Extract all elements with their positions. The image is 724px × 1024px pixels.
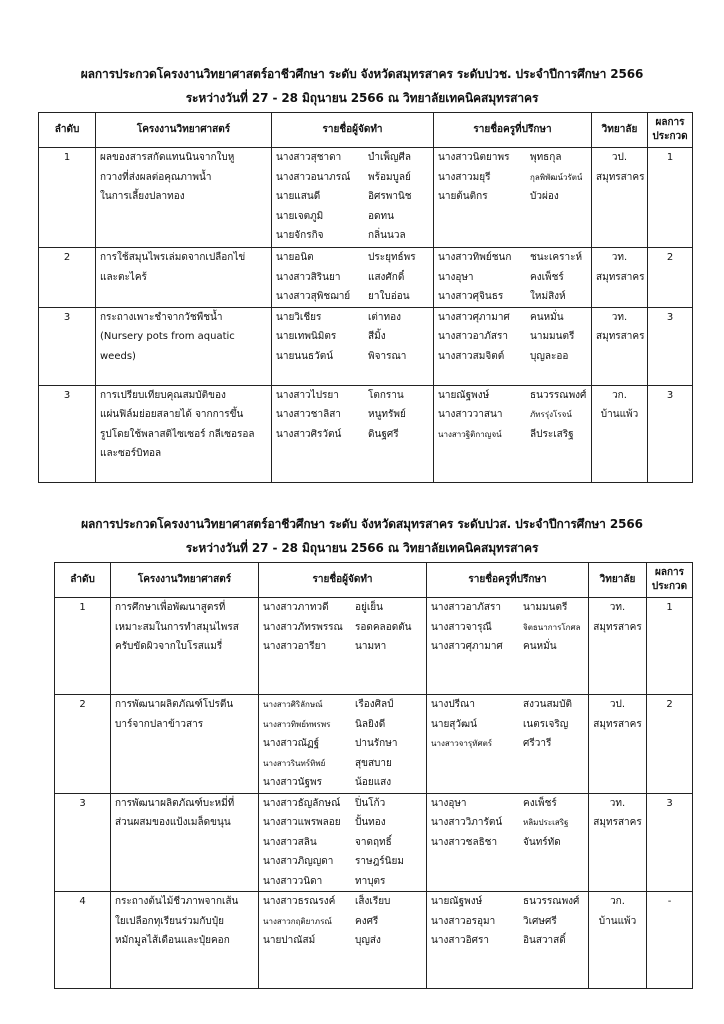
member-name [276, 347, 429, 367]
first-name: นางสาวสลิน [263, 836, 317, 848]
project-name [96, 248, 272, 308]
last-name: ดินฐศรี [368, 428, 399, 440]
last-name: ศรีวารี [523, 738, 552, 749]
first-name: นางสาวสุพิชฌาย์ [276, 291, 351, 302]
member-name [263, 931, 422, 951]
last-name: ภัทรรุ่งโรจน์ [530, 410, 572, 419]
first-name: นายแสนดี [276, 191, 321, 202]
header-college: วิทยาลัย [589, 563, 647, 598]
last-name: นามมนตรี [523, 602, 568, 613]
college-line: สมุทรสาคร [596, 331, 645, 342]
advisor-name [438, 248, 587, 268]
result-rank: 3 [647, 793, 693, 892]
first-name: นางอุษา [431, 797, 467, 809]
first-name: นายเจตภูมิ [276, 210, 324, 222]
first-name: นางสาวไปรยา [276, 389, 339, 401]
header-order: ลำดับ [39, 113, 96, 148]
college-line: วท. [609, 797, 626, 809]
advisors-list [427, 793, 589, 892]
project-line: การพัฒนาผลิตภัณฑ์โปรตีน [115, 699, 234, 710]
results-table [38, 112, 693, 483]
last-name: ปั้นทอง [355, 817, 386, 828]
result-rank: 2 [648, 248, 693, 308]
first-name: นางสาวรินทร์ทิพย์ [263, 758, 326, 768]
last-name: อดทน [368, 210, 394, 222]
advisor-name [438, 187, 587, 207]
project-line: ผลของสารสกัดแทนนินจากใบหู [100, 152, 235, 163]
last-name: ชนะเคราะห์ [530, 252, 583, 263]
first-name: นายวิเชียร [276, 311, 322, 323]
college-line: วก. [610, 896, 625, 907]
table-row [55, 598, 693, 695]
first-name: นางสาวศุภามาศ [431, 641, 503, 652]
last-name: พิจารณา [368, 350, 407, 362]
last-name: ยาใบอ่อน [368, 291, 410, 302]
last-name: กุลพิพัฒน์วรัตน์ [530, 172, 583, 182]
last-name: เรืองศิลป์ [355, 699, 394, 710]
project-line: weeds) [100, 350, 136, 362]
college-line: สมุทรสาคร [593, 718, 642, 730]
last-name: นามหา [355, 641, 387, 652]
project-line: (Nursery pots from aquatic [100, 331, 235, 342]
college-line: สมุทรสาคร [593, 621, 642, 633]
advisor-name [438, 268, 587, 288]
first-name: นางสาวอาภัสรา [431, 602, 501, 613]
project-line: หมักมูลไส้เดือนและปุ๋ยคอก [115, 935, 230, 946]
members-list [272, 385, 434, 482]
first-name: นางสาวสุชาดา [276, 152, 342, 163]
advisor-name [438, 168, 587, 188]
header-project: โครงงานวิทยาศาสตร์ [96, 113, 272, 148]
member-name [263, 794, 422, 814]
project-line: ส่วนผสมของแป้งเมล็ดขนุน [115, 817, 231, 828]
college-line: วป. [611, 152, 628, 163]
first-name: นางสาวกฤติยาภรณ์ [263, 916, 332, 926]
header-college: วิทยาลัย [592, 113, 648, 148]
first-name: นางสาวอาภัสรา [438, 331, 508, 342]
table-row [39, 385, 693, 482]
member-name [276, 207, 429, 227]
header-result-line2: ประกวด [652, 131, 688, 142]
header-project: โครงงานวิทยาศาสตร์ [111, 563, 259, 598]
first-name: นางสาวศิริลักษณ์ [263, 700, 323, 709]
first-name: นายต้นติกร [438, 191, 488, 202]
advisors-list [434, 307, 592, 385]
advisor-name [431, 794, 584, 814]
first-name: นางสาวศิรวัตน์ [276, 428, 342, 440]
college-line: บ้านแพ้ว [598, 915, 637, 927]
last-name: คนหมั่น [523, 641, 557, 652]
project-line: แผ่นฟิล์มย่อยสลายได้ จากการขึ้น [100, 409, 244, 420]
project-name [111, 892, 259, 989]
members-list [272, 148, 434, 248]
project-line: กระถางต้นไม้ชีวภาพจากเส้น [115, 896, 239, 907]
first-name: นางสาวทิพย์ทพรพร [263, 719, 331, 729]
advisor-name [431, 618, 584, 638]
advisor-name [431, 695, 584, 715]
first-name: นางสาวอรอุมา [431, 915, 496, 927]
members-list [259, 598, 427, 695]
member-name [263, 618, 422, 638]
first-name: นายณัฐพงษ์ [431, 896, 483, 907]
first-name: นางสาวสิรินยา [276, 271, 341, 283]
advisor-name [438, 386, 587, 406]
first-name: นางสาวศุภามาศ [438, 311, 510, 323]
first-name: นางสาวศุจินธร [438, 291, 504, 302]
college-name [592, 385, 648, 482]
first-name: นางปรีณา [431, 699, 475, 710]
college-line: สมุทรสาคร [596, 171, 645, 183]
member-name [276, 386, 429, 406]
project-line: ครับขัดผิวจากใบโรสแมรี่ [115, 641, 223, 652]
project-name [96, 307, 272, 385]
last-name: เนตรเจริญ [523, 718, 569, 730]
advisor-name [438, 425, 587, 445]
members-list [259, 892, 427, 989]
first-name: นางสาวนัฐพร [263, 777, 322, 788]
table-row [39, 248, 693, 308]
last-name: พร้อมบูลย์ [368, 171, 411, 183]
project-name [96, 148, 272, 248]
member-name [263, 912, 422, 932]
last-name: คงเพ็ชร์ [523, 797, 557, 809]
row-order: 3 [39, 385, 96, 482]
last-name: วิเศษศรี [523, 915, 557, 927]
college-line: วท. [611, 311, 628, 323]
first-name: นางสาวฐิติกาญจน์ [438, 429, 502, 439]
section-vocational-certificate [0, 62, 724, 483]
project-line: ในการเลี้ยงปลาทอง [100, 191, 185, 202]
first-name: นางสาวทิพย์ชนก [438, 252, 512, 263]
advisors-list [434, 148, 592, 248]
row-order: 2 [55, 695, 111, 794]
members-list [272, 307, 434, 385]
project-line: กระถางเพาะชำจากวัชพืชน้ำ [100, 311, 223, 323]
advisor-name [438, 308, 587, 328]
header-members: รายชื่อผู้จัดทำ [259, 563, 427, 598]
college-line: วก. [612, 389, 627, 401]
last-name: เต่าทอง [368, 311, 402, 323]
last-name: โตกราน [368, 389, 404, 401]
last-name: ราษฎร์นิยม [355, 856, 404, 867]
last-name: สงวนสมบัติ [523, 699, 572, 710]
advisor-name [438, 405, 587, 425]
row-order: 2 [39, 248, 96, 308]
first-name: นางสาวอนาภรณ์ [276, 171, 351, 183]
college-line: สมุทรสาคร [593, 817, 642, 828]
last-name: แสงศักดิ์ [368, 271, 405, 283]
college-line: วท. [611, 252, 628, 263]
last-name: บัวผ่อง [530, 191, 559, 202]
result-rank: 3 [648, 385, 693, 482]
first-name: นางสาวภิญญดา [263, 856, 334, 867]
member-name [276, 187, 429, 207]
table-row [39, 148, 693, 248]
advisors-list [427, 695, 589, 794]
member-name [276, 425, 429, 445]
last-name: สีมิ้ง [368, 331, 386, 342]
first-name: นางสาวธรณรงค์ [263, 896, 336, 907]
member-name [263, 695, 422, 715]
last-name: เส็งเรียบ [355, 896, 391, 907]
last-name: อินสวาสดิ์ [523, 935, 566, 946]
header-result [648, 113, 693, 148]
advisor-name [438, 287, 587, 307]
first-name: นางสาวอิศรา [431, 935, 490, 946]
project-line: การเปรียบเทียบคุณสมบัติของ [100, 389, 226, 401]
table-row [55, 695, 693, 794]
first-name: นางสาวมยุรี [438, 171, 491, 183]
member-name [276, 287, 429, 307]
project-line: ใยเปลือกทุเรียนร่วมกับปุ๋ย [115, 915, 224, 927]
table-row [55, 892, 693, 989]
first-name: นายณัฐพงษ์ [438, 389, 490, 401]
row-order: 1 [39, 148, 96, 248]
first-name: นางสาวธัญลักษณ์ [263, 797, 341, 809]
member-name [263, 813, 422, 833]
first-name: นางสาววนิดา [263, 875, 323, 887]
project-name [96, 385, 272, 482]
project-line: และซอร์บิทอล [100, 448, 162, 459]
header-order: ลำดับ [55, 563, 111, 598]
members-list [272, 248, 434, 308]
last-name: ใหม่สิงห์ [530, 291, 566, 302]
member-name [263, 637, 422, 657]
advisor-name [431, 833, 584, 853]
last-name: ทาบุตร [355, 875, 386, 887]
member-name [263, 734, 422, 754]
last-name: สุขสบาย [355, 757, 392, 769]
first-name: นายปาณัสม์ [263, 935, 316, 946]
advisor-name [438, 148, 587, 168]
college-line: วท. [609, 602, 626, 613]
member-name [276, 248, 429, 268]
section-title: ผลการประกวดโครงงานวิทยาศาสตร์อาชีวศึกษา ระดับ จังหวัดสมุทรสาคร ระดับปวส. ประจำปีการศึกษา 2566 [81, 517, 643, 531]
college-line: บ้านแพ้ว [600, 409, 639, 420]
last-name: ปิ่นโก้ว [355, 797, 386, 809]
member-name [263, 754, 422, 774]
advisors-list [427, 892, 589, 989]
advisor-name [431, 892, 584, 912]
college-line: วป. [609, 699, 626, 710]
first-name: นางสาวอารียา [263, 641, 327, 652]
last-name: รอดคลอดตัน [355, 621, 412, 633]
project-line: และตะไคร้ [100, 271, 147, 283]
member-name [263, 892, 422, 912]
project-line: กวางที่ส่งผลต่อคุณภาพน้ำ [100, 171, 212, 183]
project-line: บาร์จากปลาข้าวสาร [115, 718, 204, 730]
first-name: นางสาวนิตยาพร [438, 152, 510, 163]
first-name: นางสาวจารุทัศตร์ [431, 739, 493, 748]
college-line: สมุทรสาคร [596, 271, 645, 283]
table-row [39, 307, 693, 385]
first-name: นางสาวแพรพลอย [263, 817, 341, 828]
member-name [263, 833, 422, 853]
result-rank: 1 [647, 598, 693, 695]
first-name: นางสาวชลธิชา [431, 836, 498, 848]
last-name: พุทธกุล [530, 152, 562, 163]
first-name: นางสาวภัทรพรรณ [263, 621, 343, 633]
member-name [263, 598, 422, 618]
last-name: คนหมั่น [530, 311, 564, 323]
first-name: นางอุษา [438, 271, 474, 283]
header-advisors: รายชื่อครูที่ปรึกษา [427, 563, 589, 598]
members-list [259, 793, 427, 892]
last-name: อยู่เย็น [355, 602, 383, 613]
member-name [276, 308, 429, 328]
last-name: บำเพ็ญศีล [368, 152, 411, 163]
header-result [647, 563, 693, 598]
member-name [263, 872, 422, 892]
advisor-name [431, 715, 584, 735]
advisor-name [431, 734, 584, 754]
first-name: นางสาวภาทวดี [263, 602, 329, 613]
member-name [276, 268, 429, 288]
first-name: นางสาวสมจิตต์ [438, 350, 505, 362]
header-result-line1: ผลการ [654, 567, 685, 578]
first-name: นางสาววิภารัตน์ [431, 817, 503, 828]
advisor-name [431, 813, 584, 833]
first-name: นางสาวณัฏฐ์ [263, 738, 320, 749]
last-name: ปานรักษา [355, 738, 398, 749]
section-subtitle: ระหว่างวันที่ 27 - 28 มิถุนายน 2566 ณ วิทยาลัยเทคนิคสมุทรสาคร [185, 91, 539, 105]
last-name: อิศรพานิช [368, 191, 412, 202]
last-name: ประยุทธ์พร [368, 252, 416, 263]
project-name [111, 695, 259, 794]
last-name: บุญส่ง [355, 935, 381, 946]
last-name: นิลยิงดี [355, 718, 386, 730]
header-members: รายชื่อผู้จัดทำ [272, 113, 434, 148]
college-name [589, 695, 647, 794]
row-order: 4 [55, 892, 111, 989]
last-name: ธนวรรณพงศ์ [523, 896, 580, 907]
college-name [589, 793, 647, 892]
last-name: น้อยแสง [355, 777, 392, 788]
first-name: นายจักรกิจ [276, 230, 324, 241]
last-name: จาดฤทธิ์ [355, 836, 392, 848]
advisor-name [438, 347, 587, 367]
advisors-list [434, 385, 592, 482]
section-subtitle: ระหว่างวันที่ 27 - 28 มิถุนายน 2566 ณ วิทยาลัยเทคนิคสมุทรสาคร [185, 541, 539, 555]
row-order: 3 [55, 793, 111, 892]
member-name [263, 852, 422, 872]
last-name: กลิ่นนวล [368, 230, 406, 241]
project-line: เหมาะสมในการทำสมุนไพรส [115, 621, 239, 633]
college-name [592, 148, 648, 248]
last-name: หนูทรัพย์ [368, 409, 406, 420]
member-name [263, 715, 422, 735]
section-higher-vocational-certificate [0, 512, 724, 989]
last-name: บุญละออ [530, 350, 569, 362]
advisors-list [434, 248, 592, 308]
college-name [589, 598, 647, 695]
last-name: จิตธนาการโกศล [523, 622, 581, 632]
member-name [276, 405, 429, 425]
project-line: รูปโดยใช้พลาสติไซเซอร์ กลีเซอรอล [100, 428, 255, 440]
header-result-line1: ผลการ [655, 117, 685, 128]
last-name: จันทร์ทัด [523, 836, 561, 848]
first-name: นางสาวชาลิสา [276, 409, 341, 420]
table-header-row [39, 113, 693, 148]
last-name: ธนวรรณพงศ์ [530, 389, 587, 401]
last-name: คงศรี [355, 915, 379, 927]
results-table [54, 562, 693, 989]
first-name: นายเทพนิมิตร [276, 331, 337, 342]
last-name: ลีประเสริฐ [530, 428, 574, 440]
member-name [276, 168, 429, 188]
last-name: หลิมประเสริฐ [523, 818, 569, 827]
header-result-line2: ประกวด [651, 581, 688, 592]
college-name [592, 248, 648, 308]
member-name [276, 226, 429, 246]
college-name [592, 307, 648, 385]
member-name [276, 148, 429, 168]
first-name: นางสาวจารุณี [431, 621, 492, 633]
project-name [111, 793, 259, 892]
table-row [55, 793, 693, 892]
members-list [259, 695, 427, 794]
member-name [263, 773, 422, 793]
advisor-name [431, 637, 584, 657]
project-line: การใช้สมุนไพรเล่มดจากเปลือกไข่ [100, 252, 246, 263]
advisor-name [438, 327, 587, 347]
member-name [276, 327, 429, 347]
first-name: นายอนิต [276, 252, 314, 263]
project-name [111, 598, 259, 695]
advisor-name [431, 912, 584, 932]
result-rank: - [647, 892, 693, 989]
first-name: นางสาววาสนา [438, 409, 503, 420]
result-rank: 2 [647, 695, 693, 794]
table-header-row [55, 563, 693, 598]
header-advisors: รายชื่อครูที่ปรึกษา [434, 113, 592, 148]
advisors-list [427, 598, 589, 695]
row-order: 3 [39, 307, 96, 385]
project-line: การพัฒนาผลิตภัณฑ์บะหมี่ที่ [115, 797, 235, 809]
section-title: ผลการประกวดโครงงานวิทยาศาสตร์อาชีวศึกษา ระดับ จังหวัดสมุทรสาคร ระดับปวช. ประจำปีการศึกษา 2566 [80, 67, 644, 81]
result-rank: 3 [648, 307, 693, 385]
row-order: 1 [55, 598, 111, 695]
first-name: นายนนธวัตน์ [276, 350, 334, 362]
college-name [589, 892, 647, 989]
last-name: นามมนตรี [530, 331, 575, 342]
last-name: คงเพ็ชร์ [530, 271, 564, 283]
result-rank: 1 [648, 148, 693, 248]
project-line: การศึกษาเพื่อพัฒนาสูตรที่ [115, 602, 226, 613]
first-name: นายสุวัฒน์ [431, 718, 477, 730]
advisor-name [431, 931, 584, 951]
advisor-name [431, 598, 584, 618]
